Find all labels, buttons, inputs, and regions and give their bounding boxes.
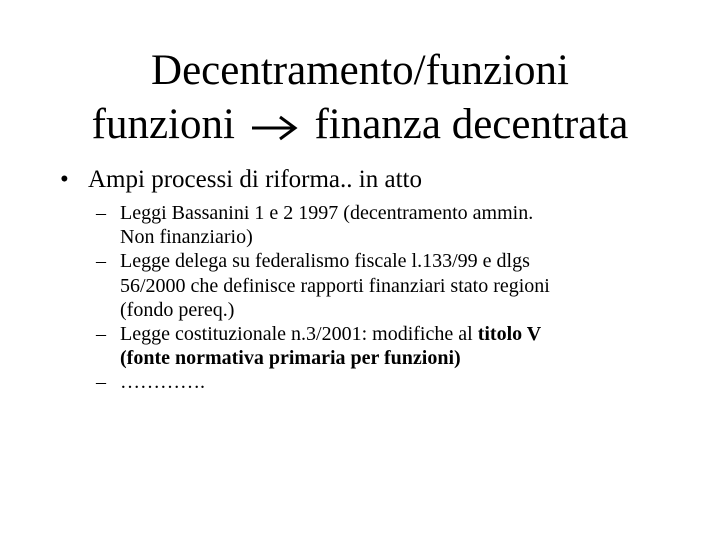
- dash-marker: –: [96, 323, 106, 346]
- title-line-2: [60, 98, 660, 152]
- sub-item-line: [120, 322, 696, 346]
- sub-item-line: Legge delega su federalismo fiscale l.133/99 e dlgs: [120, 250, 530, 273]
- sub-bullet-list: [96, 201, 696, 395]
- sub-item-bold-text: titolo V: [477, 323, 542, 346]
- bullet-dot: •: [60, 166, 69, 193]
- sub-item-ellipsis: [96, 370, 696, 394]
- slide-title: [60, 44, 660, 152]
- sub-item-line: Non finanziario): [120, 226, 253, 249]
- right-arrow-icon: [248, 113, 300, 143]
- sub-item-bold-line: (fonte normativa primaria per funzioni): [120, 347, 461, 370]
- sub-item-line: ………….: [120, 371, 205, 394]
- sub-item-line: (fondo pereq.): [120, 298, 235, 321]
- sub-item-bassanini: [96, 201, 696, 249]
- title-line-1: Decentramento/funzioni: [151, 47, 569, 94]
- sub-item-text: Legge costituzionale n.3/2001: modifiche al: [120, 323, 478, 346]
- sub-item-line: 56/2000 che definisce rapporti finanziari stato regioni: [120, 274, 550, 297]
- title-line-2-right: finanza decentrata: [314, 101, 629, 148]
- dash-marker: –: [96, 250, 106, 273]
- sub-item-line: Leggi Bassanini 1 e 2 1997 (decentramento ammin.: [120, 202, 534, 224]
- sub-item-federalismo: [96, 249, 696, 322]
- main-bullet-text: Ampi processi di riforma.. in atto: [88, 166, 422, 193]
- dash-marker: –: [96, 371, 106, 394]
- dash-marker: –: [96, 202, 106, 224]
- title-line-2-left: funzioni: [91, 101, 235, 148]
- sub-item-costituzionale: [96, 322, 696, 370]
- main-bullet: [60, 163, 422, 197]
